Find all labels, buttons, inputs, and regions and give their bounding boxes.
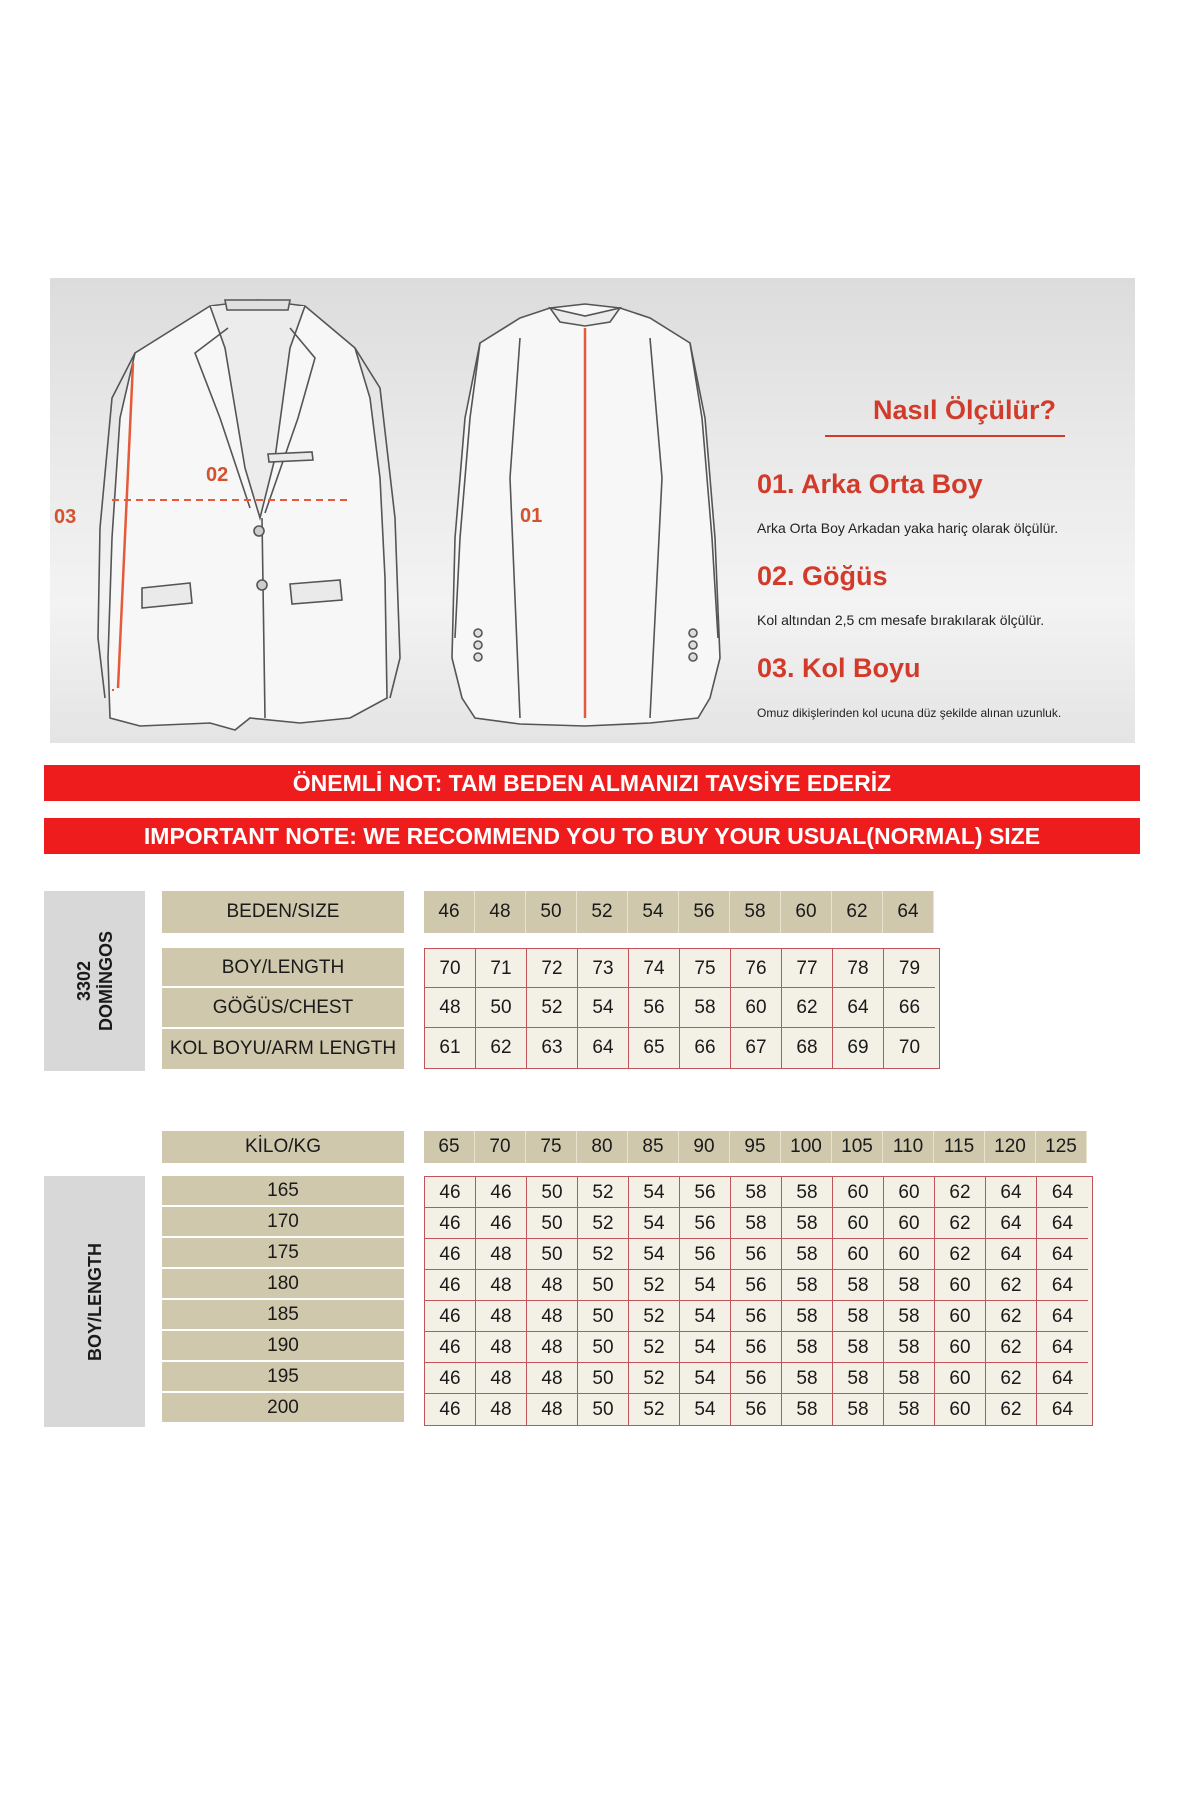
weight-header-cell: 65 <box>424 1131 475 1163</box>
fit-row <box>425 1394 1092 1425</box>
measure-cell: 52 <box>527 988 578 1028</box>
size-row-label: BEDEN/SIZE <box>162 891 404 933</box>
fit-cell: 58 <box>884 1394 935 1425</box>
fit-cell: 46 <box>425 1177 476 1208</box>
measure-cell: 70 <box>425 949 476 988</box>
fit-row <box>425 1332 1092 1363</box>
measure-cell: 54 <box>578 988 629 1028</box>
fit-cell: 46 <box>476 1208 527 1239</box>
how-to-title: Nasıl Ölçülür? <box>872 395 1057 425</box>
fit-cell: 58 <box>782 1332 833 1363</box>
height-row-label: 185 <box>162 1300 404 1330</box>
fit-cell: 58 <box>884 1270 935 1301</box>
measure-2-desc: Kol altından 2,5 cm mesafe bırakılarak ölçülür. <box>757 612 1045 628</box>
model-side-label <box>44 891 145 1071</box>
fit-cell: 50 <box>527 1208 578 1239</box>
measure-3-heading: 03. Kol Boyu <box>757 653 921 683</box>
size-header-cell: 62 <box>832 891 883 933</box>
fit-cell: 58 <box>884 1363 935 1394</box>
measure-cell: 66 <box>680 1028 731 1068</box>
weight-header-cell: 85 <box>628 1131 679 1163</box>
fit-cell: 58 <box>782 1301 833 1332</box>
fit-cell: 58 <box>731 1208 782 1239</box>
fit-cell: 64 <box>1037 1270 1088 1301</box>
fit-cell: 52 <box>629 1394 680 1425</box>
size-header-cell: 54 <box>628 891 679 933</box>
measure-cell: 76 <box>731 949 782 988</box>
measure-cell: 61 <box>425 1028 476 1068</box>
fit-cell: 60 <box>833 1208 884 1239</box>
notice-banner-en: IMPORTANT NOTE: WE RECOMMEND YOU TO BUY YOUR USUAL(NORMAL) SIZE <box>44 818 1140 854</box>
model-measurements-grid <box>424 948 940 1069</box>
fit-cell: 64 <box>1037 1208 1088 1239</box>
fit-cell: 46 <box>425 1301 476 1332</box>
fit-cell: 60 <box>884 1177 935 1208</box>
fit-size-grid <box>424 1176 1093 1426</box>
fit-cell: 50 <box>578 1363 629 1394</box>
fit-cell: 64 <box>986 1177 1037 1208</box>
length-measure-label: 01 <box>520 505 543 527</box>
jacket-front-sketch <box>98 300 400 730</box>
size-header-cell: 64 <box>883 891 934 933</box>
measure-row <box>425 949 939 988</box>
measure-cell: 56 <box>629 988 680 1028</box>
weight-header-cell: 90 <box>679 1131 730 1163</box>
fit-cell: 52 <box>629 1270 680 1301</box>
fit-cell: 64 <box>1037 1363 1088 1394</box>
weight-header-row <box>424 1131 1087 1163</box>
chest-measure-label: 02 <box>206 464 229 486</box>
measure-cell: 72 <box>527 949 578 988</box>
fit-cell: 58 <box>833 1394 884 1425</box>
fit-cell: 54 <box>680 1270 731 1301</box>
weight-header-cell: 115 <box>934 1131 985 1163</box>
fit-cell: 46 <box>425 1394 476 1425</box>
fit-cell: 50 <box>578 1332 629 1363</box>
fit-cell: 56 <box>731 1332 782 1363</box>
size-header-cell: 52 <box>577 891 628 933</box>
fit-cell: 56 <box>731 1270 782 1301</box>
size-header-cell: 60 <box>781 891 832 933</box>
how-to-measure-panel <box>50 278 1135 743</box>
measure-cell: 60 <box>731 988 782 1028</box>
weight-header-cell: 95 <box>730 1131 781 1163</box>
height-side-label <box>44 1176 145 1427</box>
fit-cell: 60 <box>884 1239 935 1270</box>
fit-cell: 48 <box>527 1394 578 1425</box>
measure-cell: 79 <box>884 949 935 988</box>
fit-cell: 54 <box>680 1332 731 1363</box>
model-name: DOMİNGOS <box>95 930 116 1032</box>
fit-cell: 62 <box>986 1394 1037 1425</box>
fit-cell: 50 <box>527 1239 578 1270</box>
fit-cell: 62 <box>935 1177 986 1208</box>
fit-row <box>425 1208 1092 1239</box>
height-row-label: 200 <box>162 1393 404 1423</box>
fit-cell: 48 <box>476 1394 527 1425</box>
fit-cell: 62 <box>935 1239 986 1270</box>
height-row-label: 195 <box>162 1362 404 1392</box>
fit-cell: 46 <box>425 1208 476 1239</box>
measure-1-heading: 01. Arka Orta Boy <box>757 469 983 499</box>
measure-cell: 50 <box>476 988 527 1028</box>
fit-cell: 56 <box>731 1239 782 1270</box>
fit-cell: 58 <box>782 1270 833 1301</box>
fit-cell: 60 <box>833 1177 884 1208</box>
weight-header-cell: 80 <box>577 1131 628 1163</box>
weight-header-cell: 70 <box>475 1131 526 1163</box>
fit-cell: 64 <box>1037 1332 1088 1363</box>
measure-3-desc: Omuz dikişlerinden kol ucuna düz şekilde alınan uzunluk. <box>757 706 1062 720</box>
weight-row-label: KİLO/KG <box>162 1131 404 1163</box>
size-header-cell: 50 <box>526 891 577 933</box>
fit-cell: 60 <box>884 1208 935 1239</box>
measure-cell: 77 <box>782 949 833 988</box>
size-header-cell: 48 <box>475 891 526 933</box>
fit-cell: 48 <box>476 1301 527 1332</box>
fit-cell: 46 <box>476 1177 527 1208</box>
fit-cell: 64 <box>986 1239 1037 1270</box>
fit-cell: 62 <box>986 1332 1037 1363</box>
fit-cell: 48 <box>476 1332 527 1363</box>
measure-2-heading: 02. Göğüs <box>757 561 888 591</box>
height-row-label: 165 <box>162 1176 404 1206</box>
fit-row <box>425 1177 1092 1208</box>
measure-cell: 66 <box>884 988 935 1028</box>
fit-cell: 64 <box>1051 1399 1074 1420</box>
fit-cell: 46 <box>425 1270 476 1301</box>
fit-cell: 52 <box>629 1363 680 1394</box>
measure-cell: 71 <box>476 949 527 988</box>
chest-row-label: GÖĞÜS/CHEST <box>162 988 404 1028</box>
weight-header-cell: 110 <box>883 1131 934 1163</box>
fit-cell: 54 <box>629 1177 680 1208</box>
fit-cell: 46 <box>425 1332 476 1363</box>
size-header-cell: 56 <box>679 891 730 933</box>
fit-cell: 56 <box>731 1394 782 1425</box>
measure-cell: 48 <box>425 988 476 1028</box>
fit-cell: 54 <box>680 1363 731 1394</box>
fit-cell: 50 <box>578 1270 629 1301</box>
measure-cell: 78 <box>833 949 884 988</box>
size-header-cell: 58 <box>730 891 781 933</box>
fit-row <box>425 1239 1092 1270</box>
fit-cell: 48 <box>527 1332 578 1363</box>
measure-1-desc: Arka Orta Boy Arkadan yaka hariç olarak ölçülür. <box>757 520 1059 536</box>
fit-cell: 62 <box>986 1270 1037 1301</box>
fit-cell: 58 <box>782 1394 833 1425</box>
measure-cell: 65 <box>629 1028 680 1068</box>
fit-cell: 50 <box>578 1394 629 1425</box>
measure-cell: 63 <box>527 1028 578 1068</box>
fit-cell: 52 <box>578 1208 629 1239</box>
fit-cell: 58 <box>782 1208 833 1239</box>
weight-header-cell: 120 <box>985 1131 1036 1163</box>
fit-cell: 58 <box>833 1332 884 1363</box>
fit-cell: 52 <box>578 1177 629 1208</box>
measure-cell: 58 <box>680 988 731 1028</box>
fit-cell: 64 <box>1037 1177 1088 1208</box>
fit-cell: 56 <box>680 1177 731 1208</box>
height-row-label: 175 <box>162 1238 404 1268</box>
fit-cell: 58 <box>884 1301 935 1332</box>
fit-cell: 58 <box>782 1177 833 1208</box>
measure-row <box>425 1028 939 1068</box>
fit-cell: 52 <box>629 1332 680 1363</box>
jacket-sketches <box>50 278 1135 743</box>
weight-header-cell: 125 <box>1036 1131 1087 1163</box>
fit-cell: 60 <box>935 1270 986 1301</box>
model-code: 3302 <box>73 960 94 1002</box>
measure-cell: 62 <box>476 1028 527 1068</box>
fit-cell: 58 <box>782 1363 833 1394</box>
measure-row <box>425 988 939 1028</box>
fit-cell: 54 <box>680 1394 731 1425</box>
arm-measure-label: 03 <box>54 506 77 528</box>
fit-cell: 64 <box>1037 1301 1088 1332</box>
measure-cell: 62 <box>782 988 833 1028</box>
fit-cell: 60 <box>935 1332 986 1363</box>
fit-cell: 58 <box>833 1301 884 1332</box>
fit-cell: 58 <box>731 1177 782 1208</box>
fit-cell: 54 <box>629 1208 680 1239</box>
fit-cell: 64 <box>986 1208 1037 1239</box>
height-row-label: 170 <box>162 1207 404 1237</box>
title-underline <box>825 435 1065 437</box>
arm-row-label: KOL BOYU/ARM LENGTH <box>162 1029 404 1069</box>
weight-header-cell: 105 <box>832 1131 883 1163</box>
measure-cell: 69 <box>833 1028 884 1068</box>
fit-cell: 56 <box>731 1363 782 1394</box>
fit-cell: 58 <box>833 1270 884 1301</box>
fit-cell: 58 <box>833 1363 884 1394</box>
fit-row <box>425 1363 1092 1394</box>
measure-cell: 64 <box>578 1028 629 1068</box>
measure-cell: 73 <box>578 949 629 988</box>
measure-cell: 64 <box>833 988 884 1028</box>
fit-cell: 48 <box>476 1363 527 1394</box>
fit-cell: 60 <box>935 1301 986 1332</box>
height-row-label: 190 <box>162 1331 404 1361</box>
measure-cell: 68 <box>782 1028 833 1068</box>
fit-cell: 56 <box>731 1301 782 1332</box>
fit-cell: 58 <box>782 1239 833 1270</box>
fit-cell: 64 <box>1037 1239 1088 1270</box>
measure-cell: 67 <box>731 1028 782 1068</box>
fit-cell: 50 <box>527 1177 578 1208</box>
fit-cell: 54 <box>629 1239 680 1270</box>
fit-cell: 52 <box>629 1301 680 1332</box>
fit-cell: 60 <box>833 1239 884 1270</box>
fit-cell: 48 <box>527 1301 578 1332</box>
fit-cell: 48 <box>476 1270 527 1301</box>
measure-cell: 74 <box>629 949 680 988</box>
fit-cell: 52 <box>578 1239 629 1270</box>
size-header-row <box>424 891 934 933</box>
size-header-cell: 46 <box>424 891 475 933</box>
fit-row <box>425 1301 1092 1332</box>
fit-cell: 60 <box>935 1363 986 1394</box>
fit-cell: 62 <box>986 1363 1037 1394</box>
fit-cell: 50 <box>578 1301 629 1332</box>
fit-cell: 62 <box>986 1301 1037 1332</box>
fit-cell: 46 <box>425 1239 476 1270</box>
fit-cell: 48 <box>527 1363 578 1394</box>
weight-header-cell: 100 <box>781 1131 832 1163</box>
height-row-label: 180 <box>162 1269 404 1299</box>
measure-cell: 70 <box>898 1037 921 1058</box>
measure-cell: 75 <box>680 949 731 988</box>
fit-cell: 48 <box>476 1239 527 1270</box>
fit-cell: 58 <box>884 1332 935 1363</box>
length-row-label: BOY/LENGTH <box>162 948 404 987</box>
fit-cell: 54 <box>680 1301 731 1332</box>
fit-cell: 46 <box>425 1363 476 1394</box>
weight-header-cell: 75 <box>526 1131 577 1163</box>
fit-cell: 60 <box>935 1394 986 1425</box>
notice-banner-tr: ÖNEMLİ NOT: TAM BEDEN ALMANIZI TAVSİYE EDERİZ <box>44 765 1140 801</box>
height-axis-label: BOY/LENGTH <box>84 1242 105 1361</box>
fit-cell: 48 <box>527 1270 578 1301</box>
fit-cell: 56 <box>680 1208 731 1239</box>
fit-cell: 62 <box>935 1208 986 1239</box>
fit-row <box>425 1270 1092 1301</box>
fit-cell: 56 <box>680 1239 731 1270</box>
